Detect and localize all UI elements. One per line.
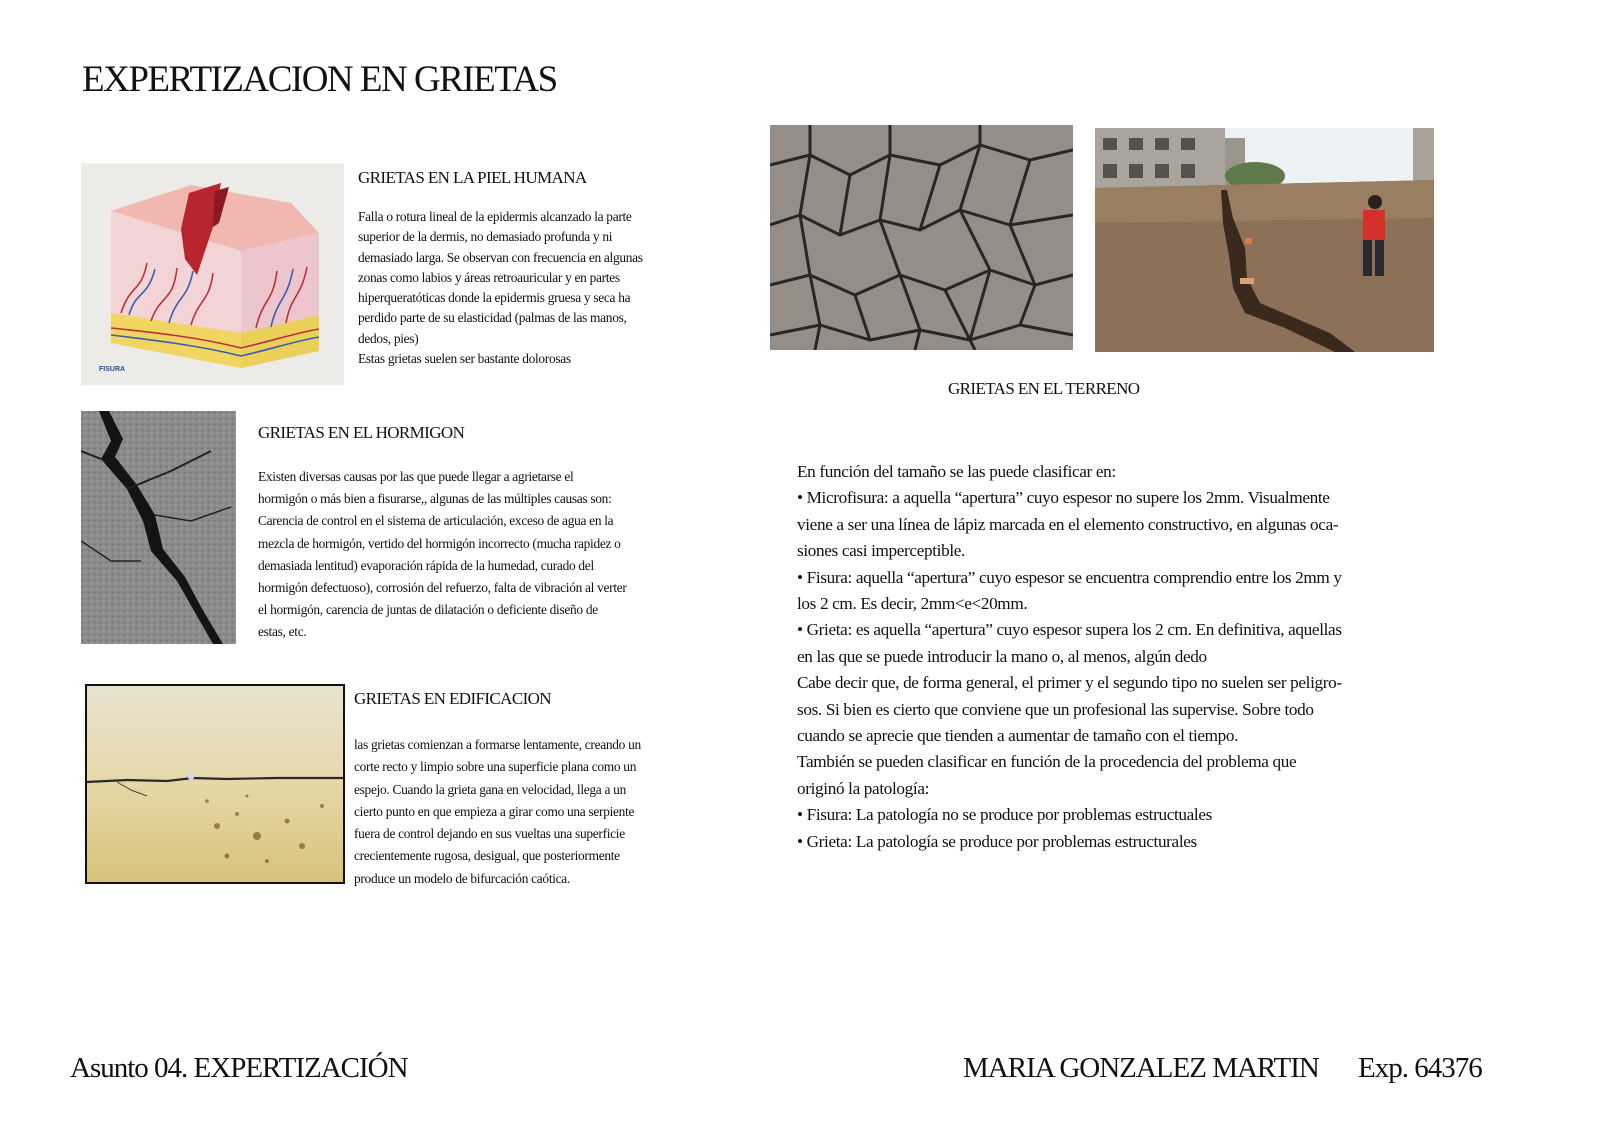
skin-text xyxy=(358,207,643,369)
footer-exp: Exp. 64376 xyxy=(1358,1052,1482,1084)
classification-line: En función del tamaño se las puede clasificar en: xyxy=(797,462,1116,481)
skin-line: demasiado larga. Se observan con frecuencia en algunas xyxy=(358,249,643,265)
concrete-line: Existen diversas causas por las que puede llegar a agrietarse el xyxy=(258,469,574,484)
classification-line: • Grieta: es aquella “apertura” cuyo espesor supera los 2 cm. En definitiva, aquellas xyxy=(797,620,1342,640)
skin-fissure-image xyxy=(81,163,344,385)
classification-line: viene a ser una línea de lápiz marcada en el elemento constructivo, en algunas oca- xyxy=(797,514,1339,534)
classification-line: Cabe decir que, de forma general, el primer y el segundo tipo no suelen ser peligro- xyxy=(797,673,1342,693)
concrete-heading: GRIETAS EN EL HORMIGON xyxy=(258,423,465,442)
classification-line: originó la patología: xyxy=(797,778,930,798)
skin-line: zonas como labios y áreas retroauricular y en partes xyxy=(358,269,620,285)
classification-line: sos. Si bien es cierto que conviene que un profesional las supervise. Sobre todo xyxy=(797,699,1314,719)
building-line: produce un modelo de bifurcación caótica. xyxy=(354,870,570,886)
classification-line: • Fisura: aquella “apertura” cuyo espesor se encuentra comprendio entre los 2mm y xyxy=(797,567,1342,587)
concrete-line: Carencia de control en el sistema de articulación, exceso de agua en la xyxy=(258,513,614,529)
skin-line: superior de la dermis, no demasiado profunda y ni xyxy=(358,229,613,245)
building-line: cierto punto en que empieza a girar como una serpiente xyxy=(354,803,635,819)
skin-line: dedos, pies) xyxy=(358,330,419,346)
ground-crack-image xyxy=(1095,128,1434,352)
classification-line: siones casi imperceptible. xyxy=(797,541,965,561)
building-text xyxy=(354,734,641,890)
classification-line: cuando se aprecie que tienden a aumentar de tamaño con el tiempo. xyxy=(797,726,1239,746)
classification-line: • Grieta: La patología se produce por problemas estructurales xyxy=(797,831,1197,851)
classification-text xyxy=(797,459,1342,855)
concrete-line: hormigón defectuoso), corrosión del refuerzo, falta de vibración al verter xyxy=(258,580,627,596)
concrete-line: mezcla de hormigón, vertido del hormigón incorrecto (mucha rapidez o xyxy=(258,535,621,551)
building-line: crecientemente rugosa, desigual, que posteriormente xyxy=(354,848,620,864)
classification-line: • Microfisura: a aquella “apertura” cuyo espesor no supere los 2mm. Visualmente xyxy=(797,488,1330,508)
dry-earth-image xyxy=(770,125,1073,350)
skin-line: perdido parte de su elasticidad (palmas de las manos, xyxy=(358,310,627,326)
skin-heading: GRIETAS EN LA PIEL HUMANA xyxy=(358,168,587,187)
building-line: las grietas comienzan a formarse lentamente, creando un xyxy=(354,737,641,752)
skin-image-label: FISURA xyxy=(99,366,126,373)
building-line: fuera de control dejando en sus vueltas una superficie xyxy=(354,826,625,842)
concrete-line: demasiada lentitud) evaporación rápida de la humedad, curado del xyxy=(258,557,594,573)
classification-line: También se pueden clasificar en función de la procedencia del problema que xyxy=(797,752,1297,772)
concrete-line: estas, etc. xyxy=(258,624,307,640)
concrete-text xyxy=(258,466,627,644)
building-line: espejo. Cuando la grieta gana en velocidad, llega a un xyxy=(354,781,626,797)
terrain-caption: GRIETAS EN EL TERRENO xyxy=(948,379,1140,398)
building-line: corte recto y limpio sobre una superficie plana como un xyxy=(354,759,637,775)
building-crack-image xyxy=(85,684,345,884)
classification-line: los 2 cm. Es decir, 2mm<e<20mm. xyxy=(797,594,1028,614)
building-heading: GRIETAS EN EDIFICACION xyxy=(354,689,551,708)
classification-line: • Fisura: La patología no se produce por problemas estructuales xyxy=(797,805,1212,825)
page-title: EXPERTIZACION EN GRIETAS xyxy=(82,59,557,100)
skin-line: Falla o rotura lineal de la epidermis alcanzado la parte xyxy=(358,209,632,224)
concrete-line: hormigón o más bien a fisurarse,, algunas de las múltiples causas son: xyxy=(258,491,612,507)
footer-subject: Asunto 04. EXPERTIZACIÓN xyxy=(70,1052,408,1084)
classification-line: en las que se puede introducir la mano o, al menos, algún dedo xyxy=(797,646,1207,666)
skin-line: hiperqueratóticas donde la epidermis gruesa y seca ha xyxy=(358,290,631,306)
concrete-crack-image xyxy=(81,411,236,644)
concrete-line: el hormigón, carencia de juntas de dilatación o deficiente diseño de xyxy=(258,602,598,618)
skin-line: Estas grietas suelen ser bastante dolorosas xyxy=(358,351,571,367)
footer-author: MARIA GONZALEZ MARTIN xyxy=(963,1052,1319,1084)
